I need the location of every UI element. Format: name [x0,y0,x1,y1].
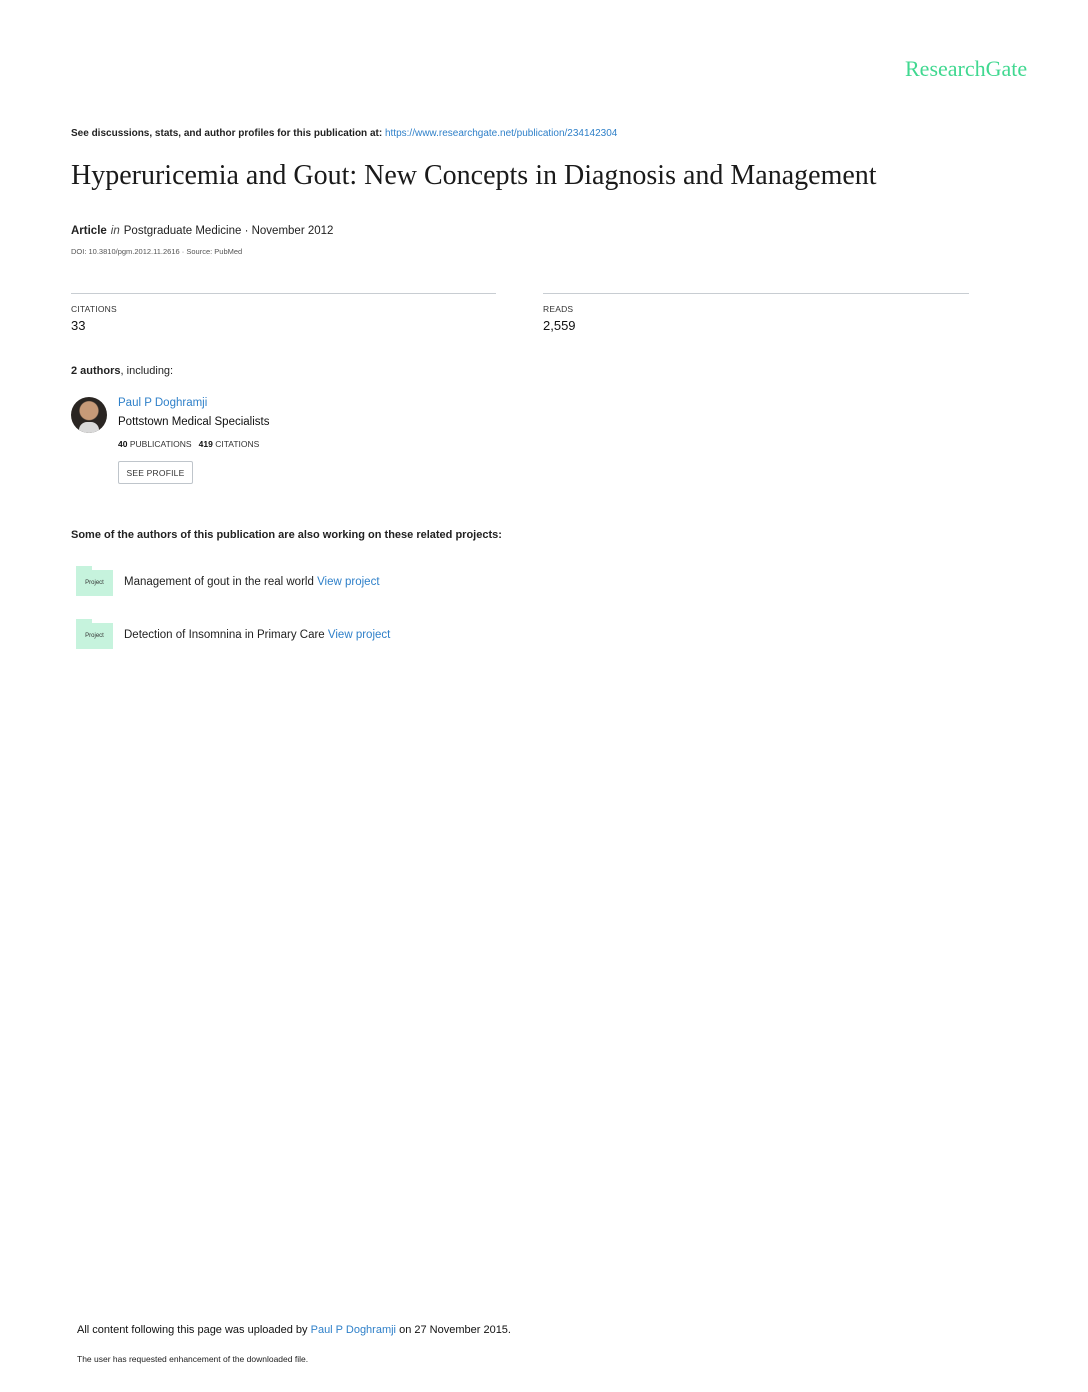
project-folder-icon [76,570,113,596]
reads-label: READS [543,304,574,314]
publication-type: Article [71,225,107,237]
citations-label: CITATIONS [71,304,117,314]
project-item [124,629,390,641]
project-item [124,576,380,588]
project-folder-icon [76,623,113,649]
researchgate-logo[interactable]: ResearchGate [905,56,1028,81]
upload-notice-pre: All content following this page was uploaded by [77,1324,308,1336]
source-line-lead: See discussions, stats, and author profiles for this publication at: [71,128,383,139]
authors-count: 2 authors [71,365,121,377]
projects-heading: Some of the authors of this publication are also working on these related projects: [71,529,502,541]
author-avatar[interactable] [71,397,107,433]
author-name-link[interactable]: Paul P Doghramji [118,397,208,409]
doi-source: DOI: 10.3810/pgm.2012.11.2616 · Source: PubMed [71,247,243,256]
author-stats [118,439,259,449]
in-word: in [110,225,120,237]
author-citations-count: 419 [198,439,213,449]
view-project-link[interactable]: View project [327,629,391,641]
author-publications-label: PUBLICATIONS [129,439,192,449]
reads-divider [543,293,969,294]
project-title: Management of gout in the real world [124,576,314,588]
project-icon-label: Project [85,633,104,639]
enhancement-note: The user has requested enhancement of the downloaded file. [77,1354,309,1364]
citations-value: 33 [71,318,86,333]
author-publications-count: 40 [118,439,128,449]
upload-notice-post: on 27 November 2015. [399,1324,511,1336]
project-icon-label: Project [85,580,104,586]
authors-suffix: , including: [120,365,174,377]
publication-title: Hyperuricemia and Gout: New Concepts in Diagnosis and Management [71,160,877,191]
author-citations-label: CITATIONS [215,439,260,449]
source-line [71,128,617,139]
authors-summary [71,365,173,377]
see-profile-button[interactable]: SEE PROFILE [118,461,193,484]
view-project-link[interactable]: View project [317,576,380,588]
upload-notice [77,1324,511,1336]
publication-meta [71,225,333,237]
reads-value: 2,559 [543,318,576,333]
uploader-link[interactable]: Paul P Doghramji [310,1324,397,1336]
publication-url-link[interactable]: https://www.researchgate.net/publication/234142304 [384,128,618,139]
citations-divider [71,293,496,294]
journal-date: Postgraduate Medicine · November 2012 [123,225,334,237]
project-title: Detection of Insomnina in Primary Care [124,629,325,641]
author-affiliation: Pottstown Medical Specialists [118,416,270,428]
